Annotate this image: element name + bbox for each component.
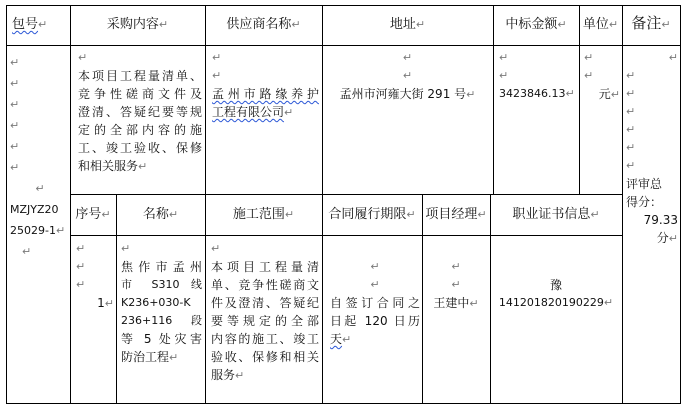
return-mark-icon: ↵ bbox=[291, 18, 301, 31]
construction-scope-cell: ↵ 本项目工程量清 单、竞争性磋商文 件及澄清、答疑纪 要等规定的全部 内容的施工、竣工 验收、保修和相关 服务↵ bbox=[211, 242, 319, 382]
header-address: 地址↵ bbox=[389, 17, 426, 32]
return-mark-icon: ↵ bbox=[661, 18, 671, 31]
col-divider-seq bbox=[116, 194, 117, 404]
address-cell: ↵ ↵ 孟州市河雍大街 291 号↵ bbox=[339, 51, 476, 101]
unit-cell: ↵ ↵ 元↵ bbox=[584, 51, 620, 101]
subheader-name: 名称↵ bbox=[142, 207, 179, 222]
seq-cell: ↵ ↵ ↵ 1↵ bbox=[76, 242, 114, 310]
seq-value: 1 bbox=[97, 296, 105, 310]
table-border-right bbox=[680, 5, 681, 404]
subheader-period: 合同履行期限↵ bbox=[328, 207, 416, 222]
remark-text-line1: 评审总 bbox=[626, 177, 663, 191]
package-cell: ↵ ↵ ↵ ↵ ↵ ↵ ↵ MZJYZ20 25029-1↵ ↵ bbox=[10, 52, 70, 262]
return-mark-icon: ↵ bbox=[557, 18, 567, 31]
col-divider-6 bbox=[622, 5, 623, 404]
header-package-no-text: 包号 bbox=[12, 17, 39, 32]
subheader-seq: 序号↵ bbox=[75, 207, 111, 222]
header-package-no bbox=[12, 16, 47, 34]
remark-text-line2: 得分： bbox=[626, 195, 663, 209]
supplier-name-line2: 工程有限公司 bbox=[212, 105, 285, 119]
certificate-province: 豫 bbox=[549, 278, 562, 292]
subheader-manager: 项目经理↵ bbox=[425, 207, 487, 222]
header-remarks: 备注↵ bbox=[631, 14, 671, 32]
bid-amount-value: 3423846.13 bbox=[499, 87, 566, 100]
col-divider-1 bbox=[70, 5, 71, 404]
supplier-address: 孟州市河雍大街 291 号 bbox=[339, 87, 467, 101]
remarks-cell: ↵ ↵ ↵ ↵ ↵ ↵ ↵ 评审总 得分： 79.33 分↵ bbox=[626, 51, 678, 245]
row1-divider bbox=[70, 194, 622, 195]
supplier-name-line1: 孟州市路缘养护 bbox=[212, 87, 319, 101]
package-number-line2: 25029-1↵ bbox=[10, 224, 66, 237]
subheader-cert: 职业证书信息↵ bbox=[512, 207, 600, 222]
return-mark-icon: ↵ bbox=[608, 18, 619, 31]
return-mark-icon: ↵ bbox=[38, 18, 48, 31]
subheader-scope: 施工范围↵ bbox=[232, 207, 295, 222]
table-border-left bbox=[6, 5, 7, 404]
header-bid-amount: 中标金额↵ bbox=[505, 17, 567, 32]
procurement-content-cell: ↵ 本项目工程量清单、 竞争性磋商文件及 澄清、答疑纪要等规 定的全部内容的施 工、竣工验收、保修 和相关服务↵ bbox=[78, 51, 202, 173]
project-manager-cell: ↵ ↵ 王建中↵ bbox=[433, 260, 479, 310]
contract-period-cell: ↵ ↵ 自签订合同之 日起 120 日历 天↵ bbox=[330, 260, 420, 346]
project-manager-name: 王建中 bbox=[433, 296, 470, 310]
return-mark-icon: ↵ bbox=[415, 18, 426, 31]
return-mark-icon: ↵ bbox=[158, 18, 169, 31]
certificate-number: 141201820190229 bbox=[498, 296, 604, 309]
review-score-value: 79.33 bbox=[643, 213, 678, 227]
project-name-cell: ↵ 焦作市孟州 市 S310 线 K236+030-K 236+116 段 等 5 处灾害 防治工程↵ bbox=[121, 242, 202, 364]
supplier-name-cell: ↵ ↵ 孟州市路缘养护 工程有限公司↵ bbox=[212, 51, 319, 119]
subheader-divider bbox=[70, 235, 622, 236]
table-border-bottom bbox=[6, 403, 680, 404]
header-supplier: 供应商名称↵ bbox=[226, 17, 301, 32]
unit-value: 元 bbox=[598, 87, 611, 101]
bid-amount-cell: ↵ ↵ 3423846.13↵ bbox=[499, 51, 575, 100]
col-divider-2 bbox=[205, 5, 206, 404]
header-procurement: 采购内容↵ bbox=[106, 17, 169, 32]
certificate-cell: 豫 141201820190229↵ bbox=[490, 276, 622, 312]
header-unit: 单位↵ bbox=[582, 17, 619, 32]
package-number-line1: MZJYZ20 bbox=[10, 203, 59, 216]
